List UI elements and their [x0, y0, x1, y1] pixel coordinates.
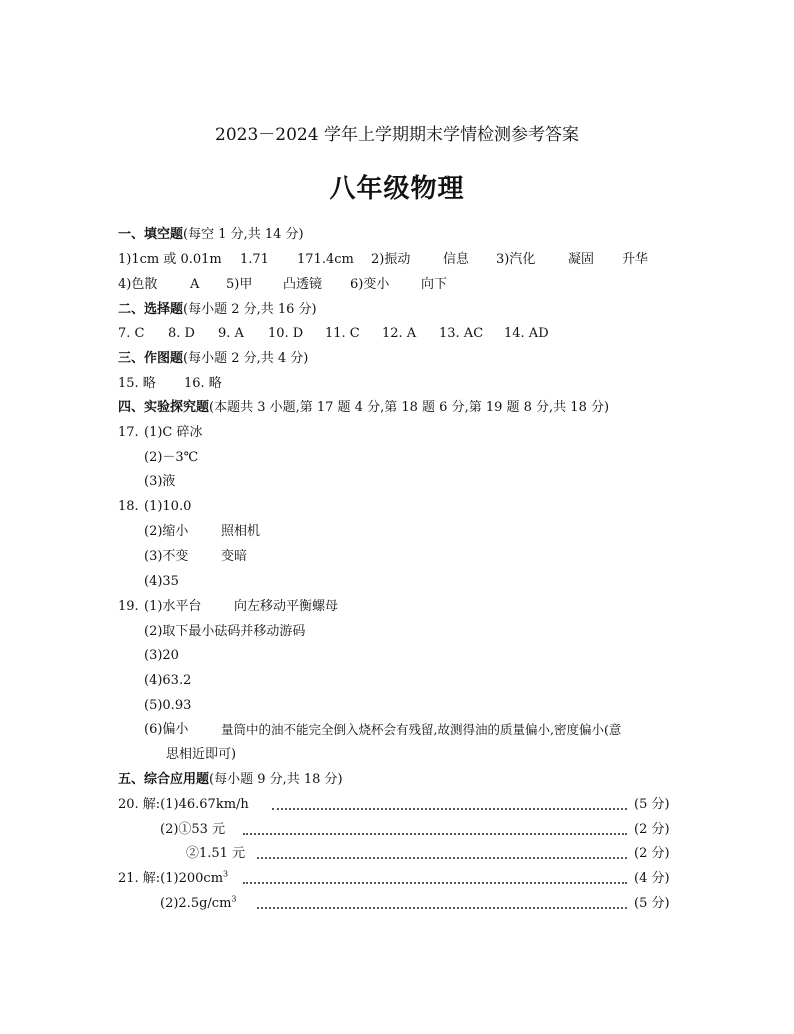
answer-4-1: 4)色散: [118, 277, 158, 292]
answer-21-1-text: 21. 解:(1)200cm: [118, 871, 224, 886]
dot-leader: [243, 882, 627, 884]
answer-4-2: A: [190, 277, 200, 292]
dot-leader: [257, 907, 627, 909]
score-21-2: (5 分): [634, 896, 670, 911]
section-5-heading: 五、综合应用题: [118, 772, 210, 787]
section-2-note: (每小题 2 分,共 16 分): [183, 302, 317, 317]
answer-18-3a: (3)不变: [144, 549, 189, 564]
section-5-header: [118, 772, 343, 788]
answer-9: 9. A: [218, 326, 244, 341]
answer-18-4: (4)35: [144, 574, 179, 589]
answer-21-2: [160, 896, 237, 912]
answer-20-3: ②1.51 元: [186, 846, 246, 861]
dot-leader: [272, 808, 627, 810]
answer-21-1: [118, 871, 228, 887]
section-1-header: [118, 227, 304, 243]
section-3-note: (每小题 2 分,共 4 分): [183, 351, 309, 366]
answer-19-2: (2)取下最小砝码并移动游码: [144, 624, 306, 639]
section-2-header: [118, 302, 317, 318]
section-4-note: (本题共 3 小题,第 17 题 4 分,第 18 题 6 分,第 19 题 8 分,共 18 分): [209, 400, 610, 415]
section-1-note: (每空 1 分,共 14 分): [183, 227, 304, 242]
answer-19-1a: (1)水平台: [144, 599, 202, 614]
question-19-number: 19.: [118, 599, 139, 614]
answer-19-5: (5)0.93: [144, 698, 192, 713]
answer-3-2: 凝固: [568, 252, 595, 267]
answer-21-2-text: (2)2.5g/cm: [160, 896, 232, 911]
score-20-2: (2 分): [634, 822, 670, 837]
section-3-header: [118, 351, 308, 367]
section-4-header: [118, 400, 609, 416]
answer-10: 10. D: [268, 326, 304, 341]
answer-3-1: 3)汽化: [496, 252, 536, 267]
score-21-1: (4 分): [634, 871, 670, 886]
answer-14: 14. AD: [504, 326, 549, 341]
dot-leader: [257, 857, 627, 859]
answer-8: 8. D: [168, 326, 195, 341]
answer-18-1: (1)10.0: [144, 499, 192, 514]
answer-20-1: 20. 解:(1)46.67km/h: [118, 797, 249, 812]
answer-19-3: (3)20: [144, 648, 179, 663]
answer-1-2: 1.71: [240, 252, 269, 267]
document-title: 2023－2024 学年上学期期末学情检测参考答案: [215, 125, 579, 145]
section-5-note: (每小题 9 分,共 18 分): [209, 772, 343, 787]
score-20-1: (5 分): [634, 797, 670, 812]
dot-leader: [243, 833, 627, 835]
answer-19-1b: 向左移动平衡螺母: [234, 599, 339, 614]
answer-16: 16. 略: [184, 376, 222, 391]
answer-21-2-exponent: 3: [231, 894, 237, 904]
answer-21-1-exponent: 3: [223, 869, 229, 879]
answer-17-3: (3)液: [144, 474, 176, 489]
answer-5-1: 5)甲: [226, 277, 253, 292]
answer-6-1: 6)变小: [350, 277, 390, 292]
answer-19-4: (4)63.2: [144, 673, 192, 688]
answer-18-2b: 照相机: [221, 524, 261, 539]
answer-18-2a: (2)缩小: [144, 524, 189, 539]
answer-19-6a: (6)偏小: [144, 722, 189, 737]
answer-1-3: 171.4cm: [297, 252, 354, 267]
question-18-number: 18.: [118, 499, 139, 514]
answer-5-2: 凸透镜: [283, 277, 323, 292]
score-20-3: (2 分): [634, 846, 670, 861]
answer-19-6b: 量筒中的油不能完全倒入烧杯会有残留,故测得油的质量偏小,密度偏小(意: [221, 722, 622, 737]
answer-2-2: 信息: [443, 252, 470, 267]
answer-3-3: 升华: [622, 252, 649, 267]
section-2-heading: 二、选择题: [118, 302, 184, 317]
answer-6-2: 向下: [421, 277, 448, 292]
answer-13: 13. AC: [439, 326, 484, 341]
document-subtitle: 八年级物理: [329, 174, 465, 204]
answer-7: 7. C: [118, 326, 145, 341]
section-1-heading: 一、填空题: [118, 227, 184, 242]
section-4-heading: 四、实验探究题: [118, 400, 210, 415]
answer-12: 12. A: [382, 326, 417, 341]
answer-17-1: (1)C 碎冰: [144, 425, 203, 440]
answer-17-2: (2)－3℃: [144, 450, 199, 465]
answer-20-2: (2)①53 元: [160, 822, 226, 837]
answer-19-6c: 思相近即可): [166, 747, 237, 762]
answer-11: 11. C: [325, 326, 360, 341]
answer-15: 15. 略: [118, 376, 156, 391]
answer-1-1: 1)1cm 或 0.01m: [118, 252, 222, 267]
question-17-number: 17.: [118, 425, 139, 440]
section-3-heading: 三、作图题: [118, 351, 184, 366]
answer-2-1: 2)振动: [371, 252, 411, 267]
answer-18-3b: 变暗: [221, 549, 248, 564]
